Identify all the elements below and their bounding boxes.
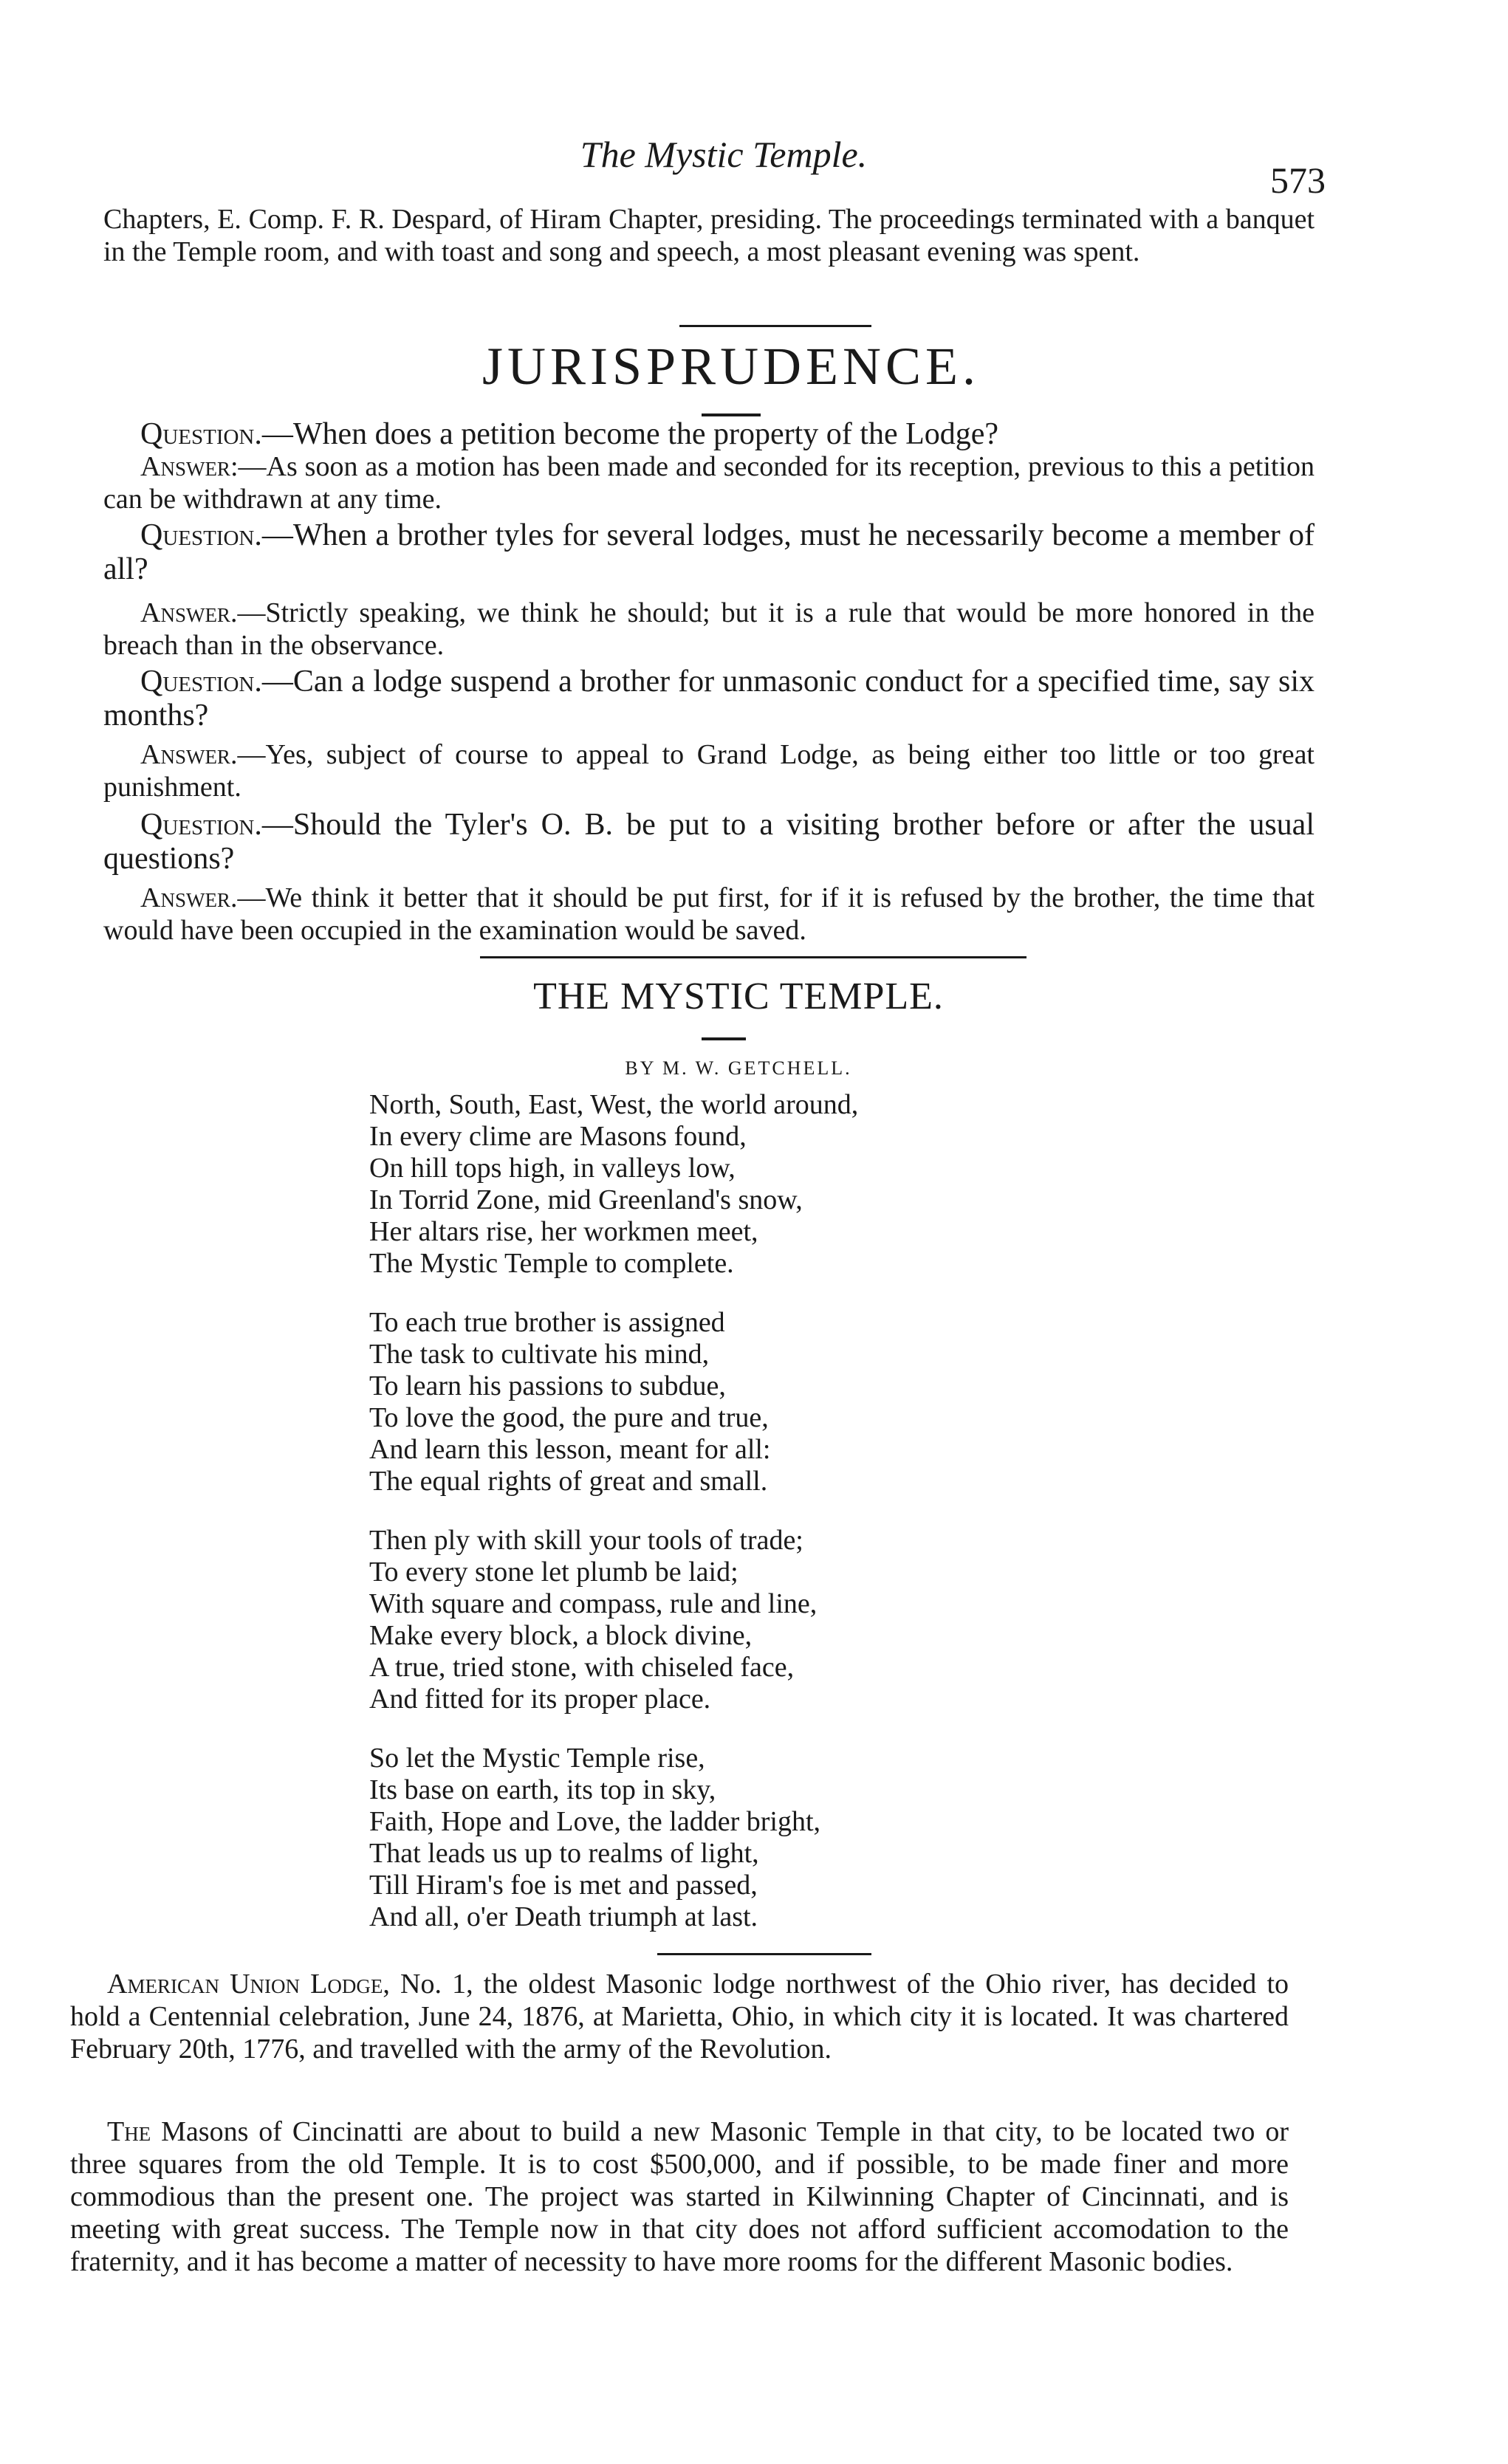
news-paragraph: The Masons of Cincinatti are about to build a new Masonic Temple in that city, to be located two or three squares from the old Temple. It is to cost $500,000, and if possible, to be made finer and more commodious than the present one. The project was started in Kilwinning Chapter of Cincinnati, and is meeting with great success. The Temple now in that city does not afford sufficient accomodation to the fraternity, and it has become a matter of necessity to have more rooms for the different Masonic bodies.	[70, 2116, 1289, 2277]
qa-question: Question.—Should the Tyler's O. B. be put to a visiting brother before or after the usual questions?	[103, 808, 1315, 876]
poem-line: Her altars rise, her workmen meet,	[369, 1216, 758, 1247]
qa-answer: Answer.—Strictly speaking, we think he should; but it is a rule that would be more honored in the breach than in the observance.	[103, 597, 1315, 661]
poem-line: North, South, East, West, the world around,	[369, 1089, 859, 1120]
poem-line: Faith, Hope and Love, the ladder bright,	[369, 1806, 821, 1837]
poem-title-underline	[702, 1037, 746, 1040]
news-paragraph: American Union Lodge, No. 1, the oldest Masonic lodge northwest of the Ohio river, has decided to hold a Centennial celebration, June 24, 1876, at Marietta, Ohio, in which city it is located. It was chartered February 20th, 1776, and travelled with the army of the Revolution.	[70, 1969, 1289, 2065]
poem-line: In Torrid Zone, mid Greenland's snow,	[369, 1184, 803, 1215]
jurisprudence-qa	[103, 413, 1315, 947]
running-title: The Mystic Temple.	[580, 134, 868, 175]
opening-paragraph: Chapters, E. Comp. F. R. Despard, of Hiram Chapter, presiding. The proceedings terminated with a banquet in the Temple room, and with toast and song and speech, a most pleasant evening was spent.	[103, 204, 1315, 267]
poem-line: Till Hiram's foe is met and passed,	[369, 1870, 758, 1901]
divider-rule	[480, 956, 1027, 958]
page-number: 573	[1270, 159, 1326, 201]
qa-question: Question.—Can a lodge suspend a brother for unmasonic conduct for a specified time, say six months?	[103, 665, 1315, 732]
qa-question: Question.—When does a petition become the property of the Lodge?	[140, 417, 999, 451]
divider-rule	[679, 325, 871, 327]
poem-line: Then ply with skill your tools of trade;	[369, 1525, 803, 1556]
poem-line: A true, tried stone, with chiseled face,	[369, 1652, 795, 1683]
poem-line: The Mystic Temple to complete.	[369, 1248, 734, 1279]
poem-line: To each true brother is assigned	[369, 1307, 725, 1338]
poem-line: The equal rights of great and small.	[369, 1466, 768, 1497]
poem-stanza	[369, 1089, 1034, 1280]
section-heading: JURISPRUDENCE.	[481, 337, 981, 396]
poem-line: In every clime are Masons found,	[369, 1121, 747, 1152]
poem-line: On hill tops high, in valleys low,	[369, 1153, 736, 1184]
poem-line: To every stone let plumb be laid;	[369, 1557, 738, 1588]
divider-rule	[657, 1953, 871, 1955]
poem-line: That leads us up to realms of light,	[369, 1838, 759, 1869]
poem-line: And learn this lesson, meant for all:	[369, 1434, 771, 1465]
qa-answer: Answer.—We think it better that it should be put first, for if it is refused by the brother, the time that would have been occupied in the examination would be saved.	[103, 882, 1315, 946]
poem-byline: BY M. W. GETCHELL.	[625, 1057, 852, 1079]
poem-line: Its base on earth, its top in sky,	[369, 1774, 716, 1805]
poem-line: And all, o'er Death triumph at last.	[369, 1901, 758, 1932]
poem-line: Make every block, a block divine,	[369, 1620, 753, 1651]
poem-stanza	[369, 1307, 1034, 1497]
qa-answer: Answer:—As soon as a motion has been made and seconded for its reception, previous to this a petition can be withdrawn at any time.	[103, 451, 1315, 515]
qa-answer: Answer.—Yes, subject of course to appeal to Grand Lodge, as being either too little or too great punishment.	[103, 739, 1315, 803]
poem-line: So let the Mystic Temple rise,	[369, 1743, 705, 1774]
poem-stanza	[369, 1743, 1034, 1933]
qa-question: Question.—When a brother tyles for several lodges, must he necessarily become a member of all?	[103, 518, 1315, 586]
poem-title: THE MYSTIC TEMPLE.	[533, 975, 944, 1017]
poem-line: With square and compass, rule and line,	[369, 1588, 818, 1619]
poem-line: To love the good, the pure and true,	[369, 1402, 769, 1433]
poem-line: The task to cultivate his mind,	[369, 1339, 710, 1370]
poem-stanza	[369, 1525, 1034, 1715]
poem-line: To learn his passions to subdue,	[369, 1370, 726, 1401]
poem-line: And fitted for its proper place.	[369, 1684, 711, 1715]
